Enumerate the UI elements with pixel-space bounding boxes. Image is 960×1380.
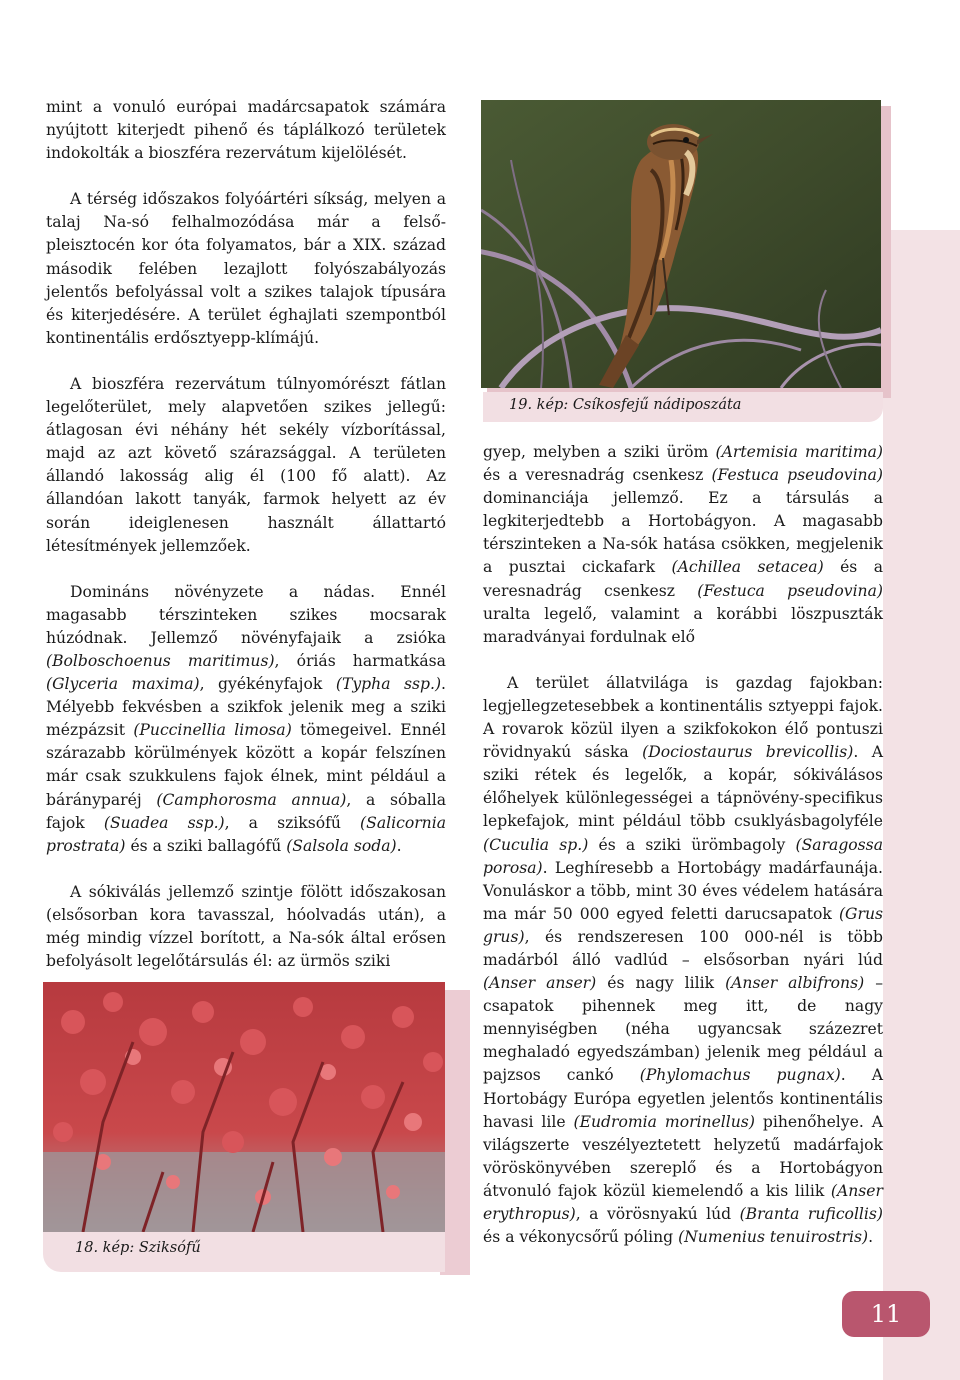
left-paragraph-2: A térség időszakos folyóártéri síkság, melyen a talaj Na-só felhalmozódása már a felső-pleisztocén kor óta folyamatos, bár a XIX. század második felében lezajlott folyószabályozás jelentős befolyással volt a szikes talajok típusára és kiterjedésére. A terület éghajlati szempontból kontinentális erdősztyepp-klímájú. <box>46 190 446 347</box>
right-paragraph-2: A terület állatvilága is gazdag fajokban: legjellegzetesebbek a kontinentális sztyeppi fajok. A rovarok közül ilyen a szikfokokon élő pontuszi rövidnyakú sáska (Dociostaurus brevicollis). A sziki rétek és legelők, a kopár, sókiválásos élőhelyek különlegességei a tápnövény-specifikus lepkefajok, mint például több csuklyásbagolyféle (Cuculia sp.) és a sziki ürömbagoly (Saragossa porosa). Leghíresebb a Hortobágy madárfaunája. Vonuláskor a több, mint 30 éves védelem hatására ma már 50 000 egyed feletti darucsapatok (Grus grus), és rendszeresen 100 000-nél is több madárból álló vadlúd – elsősorban nyári lúd (Anser anser) és nagy lilik (Anser albifrons) – csapatok pihennek meg itt, de nagy mennyiségben (néha ugyancsak százezret meghaladó egyedszámban) jelenik meg például a pajzsos cankó (Phylomachus pugnax). A Hortobágy Európa egyetlen jelentős kontinentális havasi lile (Eudromia morinellus) pihenőhelye. A világszerte veszélyeztetett helyzetű madárfajok vöröskönyvében szereplő és a Hortobágyon átvonuló fajok közül kiemelendő a kis lilik (Anser erythropus), a vörösnyakú lúd (Branta ruficollis) és a vékonycsőrű póling (Numenius tenuirostris). <box>483 673 884 1247</box>
photo-19-caption <box>483 392 883 422</box>
left-paragraph-5: A sókiválás jellemző szintje fölött időszakosan (elsősorban kora tavasszal, hóolvadás után), a még mindig vízzel borított, a Na-sók által erősen befolyásolt legelőtársulás él: az ürmös sziki <box>46 882 446 971</box>
page-number-badge: 11 <box>842 1291 930 1337</box>
photo-19-caption-text: 19. kép: Csíkosfejű nádiposzáta <box>509 397 742 413</box>
left-paragraph-3: A bioszféra rezervátum túlnyomórészt fátlan legelőterület, mely alapvetően szikes jellegű: átlagosan évi néhány hét sekély vízborítással, majd az azt követő szárazsággal. A területen állandó lakosság alig él (100 fő alatt). Az állandóan lakott tanyák, farmok helyett az év során ideiglenesen használt állattartó létesítmények jellemzőek. <box>46 374 446 555</box>
decorative-side-band <box>883 230 960 1380</box>
left-text-column <box>46 96 446 996</box>
photo-18-saltwort-image <box>43 982 445 1232</box>
photo-18-caption-text: 18. kép: Sziksófű <box>75 1240 201 1256</box>
photo-19-figure <box>481 100 885 392</box>
right-paragraph-1: gyep, melyben a sziki üröm (Artemisia maritima) és a veresnadrág csenkesz (Festuca pseudovina) dominanciája jellemző. Ez a társulás a legkiterjedtebb a Hortobágyon. A magasabb térszinteken a Na-sók hatása csökken, megjelenik a pusztai cickafark (Achillea setacea) és a veresnadrág csenkesz (Festuca pseudovina) uralta legelő, valamint a korábbi löszpuszták maradványai fordulnak elő <box>483 443 883 646</box>
left-paragraph-4: Domináns növényzete a nádas. Ennél magasabb térszinteken szikes mocsarak húzódnak. Jellemző növényfajaik a zsióka (Bolboschoenus maritimus), óriás harmatkása (Glyceria maxima), gyékényfajok (Typha ssp.). Mélyebb fekvésben a szikfok jelenik meg a sziki mézpázsit (Puccinellia limosa) tömegeivel. Ennél szárazabb körülmények között a kopár felszínen már csak szukkulens fajok élnek, mint például a bárányparéj (Camphorosma annua), a sóballa fajok (Suadea ssp.), a sziksófű (Salicornia prostrata) és a sziki ballagófű (Salsola soda). <box>46 582 446 855</box>
photo-19-bird-image <box>481 100 881 388</box>
photo-18-caption <box>43 1232 445 1272</box>
right-text-column <box>483 441 883 1272</box>
left-paragraph-1: mint a vonuló európai madárcsapatok számára nyújtott kiterjedt pihenő és táplálkozó területek indokolták a bioszféra rezervátum kijelölését. <box>46 98 446 163</box>
